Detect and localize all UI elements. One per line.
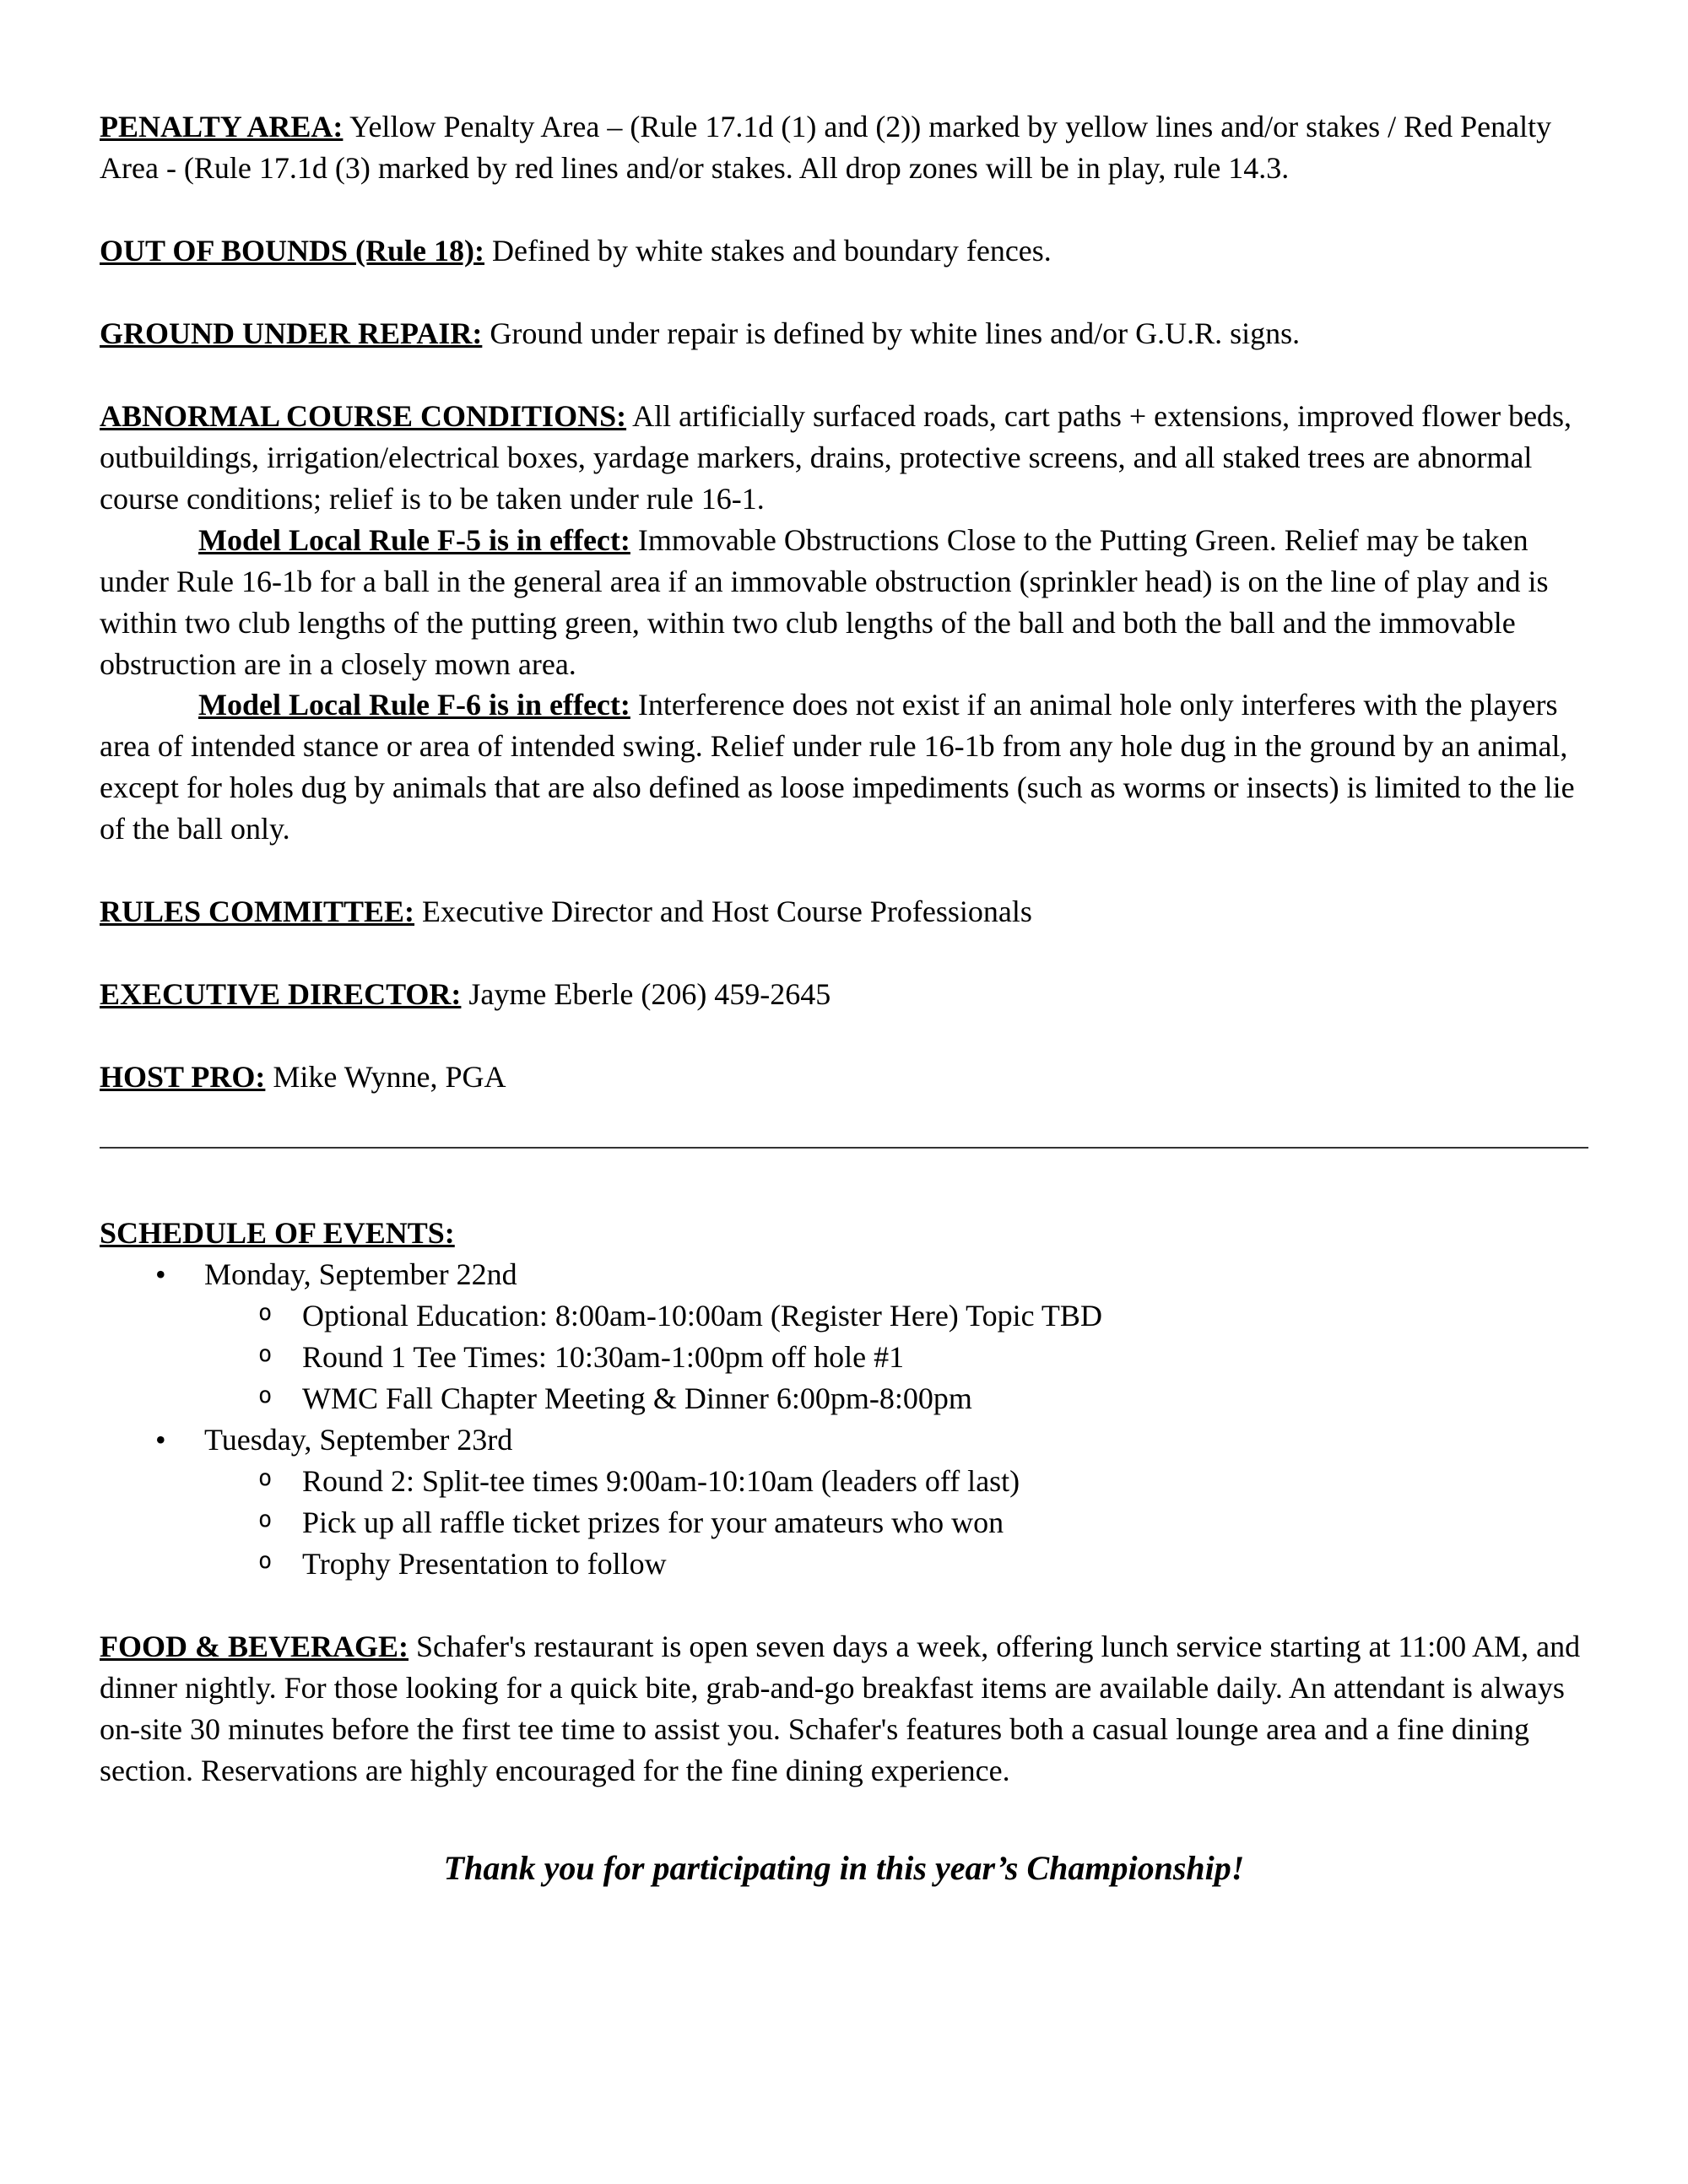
out-of-bounds-text: Defined by white stakes and boundary fences. — [492, 233, 1052, 268]
schedule-event-text: WMC Fall Chapter Meeting & Dinner 6:00pm-8:00pm — [302, 1381, 972, 1415]
rules-committee-heading: RULES COMMITTEE: — [100, 895, 415, 929]
abnormal-course-conditions-block — [100, 396, 1588, 850]
host-pro-text: Mike Wynne, PGA — [273, 1060, 506, 1095]
executive-director-heading: EXECUTIVE DIRECTOR: — [100, 977, 462, 1012]
penalty-area-paragraph — [100, 106, 1588, 189]
model-local-rule-f6-text: Interference does not exist if an animal hole only interferes with the players area of intended stance or area of intended swing. Relief under rule 16-1b from any hole dug in the ground by an animal, except for holes dug by animals that are also defined as loose impediments (such as worms or insects) is limited to the lie of the ball only. — [100, 688, 1575, 846]
schedule-of-events-heading: SCHEDULE OF EVENTS: — [100, 1216, 455, 1251]
schedule-event-text: Optional Education: 8:00am-10:00am (Register Here) Topic TBD — [302, 1299, 1102, 1333]
ground-under-repair-paragraph — [100, 313, 1588, 354]
schedule-day-monday — [100, 1254, 1588, 1295]
model-local-rule-f6-paragraph — [100, 684, 1588, 850]
closing-message: Thank you for participating in this year’s Championship! — [443, 1848, 1245, 1887]
schedule-event — [100, 1543, 1588, 1585]
host-pro-heading: HOST PRO: — [100, 1060, 266, 1095]
schedule-list — [100, 1254, 1588, 1585]
executive-director-text: Jayme Eberle (206) 459-2645 — [468, 977, 831, 1012]
schedule-of-events-paragraph — [100, 1213, 1588, 1254]
schedule-event — [100, 1378, 1588, 1419]
food-beverage-heading: FOOD & BEVERAGE: — [100, 1629, 409, 1663]
schedule-event-text: Trophy Presentation to follow — [302, 1546, 667, 1581]
schedule-event — [100, 1461, 1588, 1502]
schedule-event — [100, 1295, 1588, 1337]
out-of-bounds-heading: OUT OF BOUNDS (Rule 18): — [100, 233, 485, 268]
model-local-rule-f5-text: Immovable Obstructions Close to the Putting Green. Relief may be taken under Rule 16-1b for a ball in the general area if an immovable obstruction (sprinkler head) is on the line of play and is within two club lengths of the putting green, within two club lengths of the ball and both the ball and the immovable obstruction are in a closely mown area. — [100, 522, 1549, 681]
ground-under-repair-heading: GROUND UNDER REPAIR: — [100, 316, 483, 350]
schedule-event — [100, 1502, 1588, 1543]
food-beverage-paragraph — [100, 1626, 1588, 1792]
rules-committee-paragraph — [100, 891, 1588, 933]
penalty-area-text: Yellow Penalty Area – (Rule 17.1d (1) and (2)) marked by yellow lines and/or stakes / Red Penalty Area - (Rule 17.1d (3) marked by red lines and/or stakes. All drop zones will be in play, rule 14.3. — [100, 110, 1552, 185]
food-beverage-text: Schafer's restaurant is open seven days a week, offering lunch service starting at 11:00 AM, and dinner nightly. For those looking for a quick bite, grab-and-go breakfast items are available daily. An attendant is always on-site 30 minutes before the first tee time to assist you. Schafer's features both a casual lounge area and a fine dining section. Reservations are highly encouraged for the fine dining experience. — [100, 1629, 1581, 1787]
out-of-bounds-paragraph — [100, 230, 1588, 272]
model-local-rule-f5-paragraph — [100, 520, 1588, 685]
schedule-event-text: Pick up all raffle ticket prizes for your amateurs who won — [302, 1505, 1004, 1539]
rules-committee-text: Executive Director and Host Course Professionals — [422, 895, 1032, 929]
abnormal-course-conditions-paragraph — [100, 396, 1588, 520]
model-local-rule-f5-heading: Model Local Rule F-5 is in effect: — [198, 522, 630, 557]
schedule-day-tuesday-label: Tuesday, September 23rd — [204, 1422, 513, 1457]
schedule-event — [100, 1337, 1588, 1378]
ground-under-repair-text: Ground under repair is defined by white lines and/or G.U.R. signs. — [490, 316, 1301, 350]
abnormal-course-conditions-heading: ABNORMAL COURSE CONDITIONS: — [100, 398, 627, 433]
penalty-area-heading: PENALTY AREA: — [100, 110, 344, 143]
abnormal-course-conditions-text: All artificially surfaced roads, cart paths + extensions, improved flower beds, outbuildings, irrigation/electrical boxes, yardage markers, drains, protective screens, and all staked trees are abnormal course conditions; relief is to be taken under rule 16-1. — [100, 398, 1572, 516]
executive-director-paragraph — [100, 974, 1588, 1015]
section-divider — [100, 1147, 1588, 1149]
schedule-day-tuesday — [100, 1419, 1588, 1461]
schedule-event-text: Round 2: Split-tee times 9:00am-10:10am (leaders off last) — [302, 1463, 1020, 1498]
schedule-day-monday-label: Monday, September 22nd — [204, 1257, 517, 1292]
host-pro-paragraph — [100, 1057, 1588, 1098]
model-local-rule-f6-heading: Model Local Rule F-6 is in effect: — [198, 688, 630, 722]
schedule-event-text: Round 1 Tee Times: 10:30am-1:00pm off hole #1 — [302, 1340, 905, 1375]
